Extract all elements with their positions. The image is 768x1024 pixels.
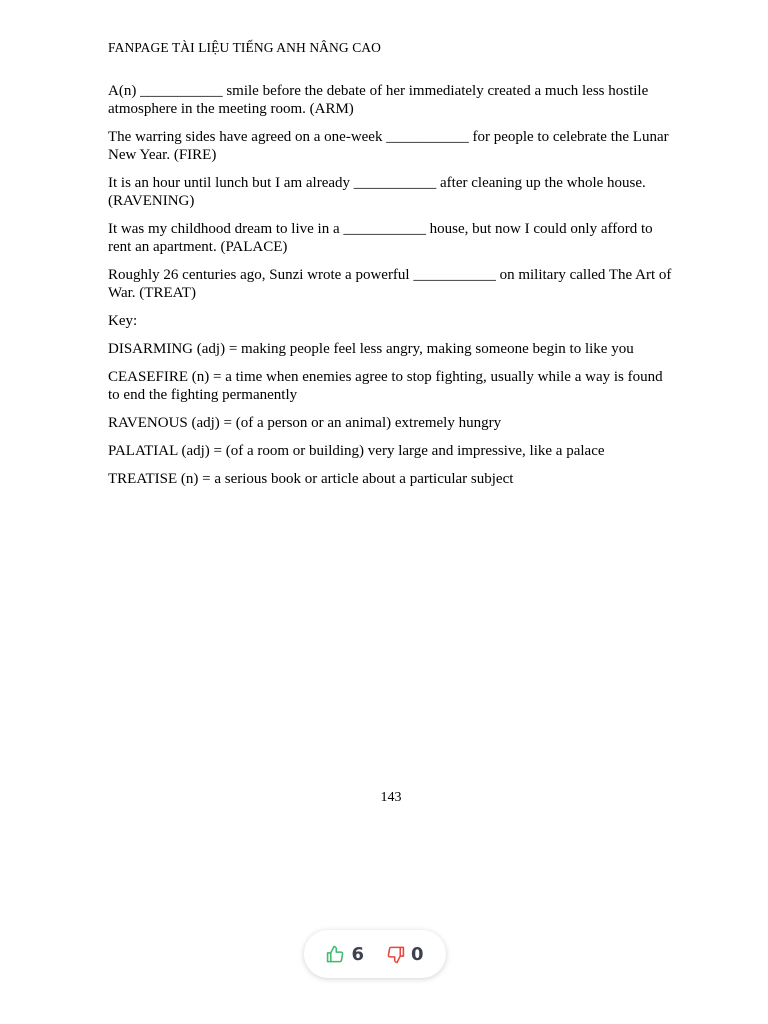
question-4: It was my childhood dream to live in a ___________ house, but now I could only afford to rent an apartment. (PALACE) bbox=[108, 221, 653, 255]
question-2: The warring sides have agreed on a one-week ___________ for people to celebrate the Lunar New Year. (FIRE) bbox=[108, 129, 669, 163]
key-label: Key: bbox=[108, 313, 138, 329]
vote-bar bbox=[304, 930, 446, 978]
question-3: It is an hour until lunch but I am already ___________ after cleaning up the whole house. (RAVENING) bbox=[108, 175, 646, 209]
like-button[interactable] bbox=[326, 944, 364, 965]
key-entry-ravenous: RAVENOUS (adj) = (of a person or an animal) extremely hungry bbox=[108, 415, 502, 431]
key-entry-ceasefire: CEASEFIRE (n) = a time when enemies agree to stop fighting, usually while a way is found to end the fighting permanently bbox=[108, 369, 663, 403]
dislike-button[interactable] bbox=[386, 944, 424, 965]
thumbs-down-icon bbox=[386, 945, 405, 964]
key-entry-disarming: DISARMING (adj) = making people feel less angry, making someone begin to like you bbox=[108, 341, 634, 357]
page-header: FANPAGE TÀI LIỆU TIẾNG ANH NÂNG CAO bbox=[108, 40, 381, 55]
page-number: 143 bbox=[380, 790, 402, 805]
question-5: Roughly 26 centuries ago, Sunzi wrote a powerful ___________ on military called The Art of War. (TREAT) bbox=[108, 267, 672, 301]
like-count: 6 bbox=[351, 943, 364, 965]
document-body bbox=[108, 82, 678, 498]
key-entry-palatial: PALATIAL (adj) = (of a room or building) very large and impressive, like a palace bbox=[108, 443, 605, 459]
thumbs-up-icon bbox=[326, 945, 345, 964]
dislike-count: 0 bbox=[411, 943, 424, 965]
question-1: A(n) ___________ smile before the debate of her immediately created a much less hostile atmosphere in the meeting room. (ARM) bbox=[108, 83, 649, 117]
key-entry-treatise: TREATISE (n) = a serious book or article about a particular subject bbox=[108, 471, 514, 487]
